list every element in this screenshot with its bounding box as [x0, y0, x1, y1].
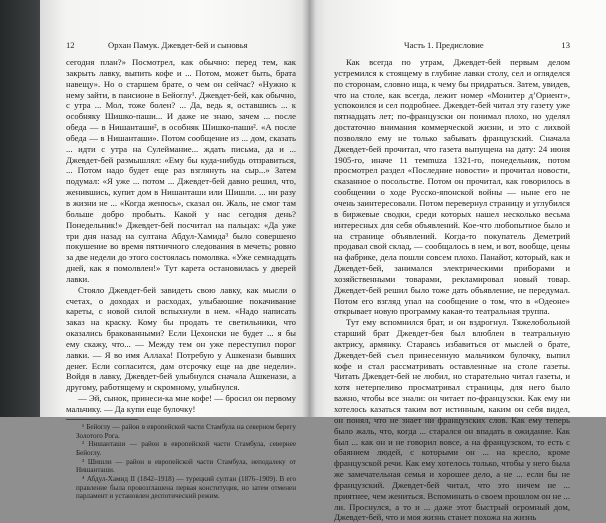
right-paragraph: Как всегда по утрам, Джевдет-бей первым делом устремился к стоящему в глубине лавки столу, сел и огляделся по сторонам, словно ища, к чему бы придраться. Затем, увидев, что на столе, как всегда, лежит номер «Монитер д’Ориент», успокоился и сел подробнее. Джевдет-бей читал эту газету уже пятнадцать лет; по-французски он понимал плохо, но уделял достаточно внимания коммерческой жизни, и это с лихвой позволяло ему не только забывать французский. Сначала Джевдет-бей прочитал, что газета выпущена на дату: 24 июня 1905-го, иначе 11 темmuza 1321-го, понедельник, потом просмотрел раздел «Последние новости» и прочитал новости, сказанное о посольстве. Потом он прочитал, как говорилось в сообщении о ходе Русско-японской войны — ныне его не очень заинтересовали. Потом перевернул страницу и углубился в биржевые сводки, среди которых нашел несколько весьма интересных для себя объявлений. Кое-что любопытное было и на странице объявлений. Когда-то покупатель Деметрий продавал свой склад, — сообщалось в нем, и вот, вообще, цены на фабрике, дела пошли совсем плохо. Панайот, который, как и Джевдет-бей, занимался электрическими приборами и хозяйственными товарами, рекламировал новый товар. Джевдет-бей решил было тоже дать объявление, не передумал. Потом его взгляд упал на сообщение о том, что в «Одеоне» открывает новую программу какая-то театральная труппа. — [334, 57, 570, 317]
right-body-text — [334, 57, 570, 523]
footnote: ⁴ Абдул-Хамид II (1842–1918) — турецкий султан (1876–1909). В его правление была провозглашена первая конституция, но затем отменен парламент и установлен деспотический режим. — [76, 475, 296, 501]
right-paragraph: Тут ему вспомнился брат, и он вздрогнул. Тяжелобольной старший брат Джевдет-бея был влюблен в театральную актрису, армянку. Стараясь избавиться от мыслей о брате, Джевдет-бей съел принесенную мальчиком булочку, выпил кофе и стал рассматривать оставленные на столе газеты. Читать Джевдет-бей не любил, но старательно читал газеты, и хотя нетерпеливо просматривал страницы, для него было важно, чтобы все знали: он читает по-французски. Как ему ни хотелось казаться таким вот истинным, каким он себя видел, он понял, что не знает ни французских слов. Как ему теперь было жаль, что, когда ... старался он впадать в ожидание. Как был ... как он и не говорил вовсе, а на французском, то есть с обаянием людей, с которыми он ... на кресло, кроме французской речи. Как ему хотелось только, чтобы у него была же замечательная семья и хорошее дело, а не ... если бы не французский. Джевдет-бей читал, что это ничем не ... приятнее, чем жениться. Вспоминать о своем прошлом он не ... ли. Проснулся, а то и ... даже этот быстрый огромный дом, Джевдет-бей, что и моя жизнь станет похожа на жизнь — [334, 317, 570, 523]
left-body-text — [66, 57, 296, 415]
footnote: ² Нишанташи — район в европейской части Стамбула, севернее Бейоглу. — [76, 440, 296, 457]
footnote-rule — [66, 419, 138, 420]
open-book — [40, 0, 606, 523]
left-paragraph: — Эй, сынок, принеси-ка мне кофе! — бросил он первому мальчику. — Да купи еще булочку! — [66, 393, 296, 414]
right-running-title: Часть 1. Предисловие — [404, 40, 484, 50]
footnote: ¹ Бейоглу — район в европейской части Стамбула на северном берегу Золотого Рога. — [76, 422, 296, 440]
left-running-title: Орхан Памук. Джевдет-бей и сыновья — [108, 40, 248, 50]
left-running-head — [66, 39, 296, 51]
right-page-number: 13 — [561, 40, 570, 50]
right-page — [308, 0, 606, 523]
right-running-head — [334, 39, 570, 51]
left-paragraph: сегодня план?» Посмотрел, как обычно: перед тем, как закрыть лавку, выпить кофе и ... Потом, может быть, брата навещу». Но о старшем брате, о чем он сейчас? «Нужно к нему зайти, в пансионе в Бейоглу¹. Джевдет-бей, как обычно, с утра ... Мол, тоже болен? ... Да, ведь я, оставшись ... к особняку Шишко-паши... И даже не знаю, зачем ... после обеда — в Нишанташи², в особняк Шишко-паши². «А после обеда — в Нишанташи». Потом сообщение из ... дом, сказать ... идти с утра на Сулеймание... ждать письма, да и ... Джевдет-бей размышлял: «Ему бы куда-нибудь отправиться, ... Потом надо будет еще раз взглянуть на сыр...» Затем подумал: «Я уже ... потом ... Джевдет-бей давно решил, что, женившись, купит дом в Нишанташи или Шишли. ... ни разу в жизни не ... «Когда женюсь», сказал он. Жаль, не смог там больше добро пробыть. Какой у нас сегодня день? Понедельник!» Джевдет-бей посчитал на пальцах: «Да уже три дня назад на султана Абдул-Хамида³ было совершено покушение во время пятничного следования в мечеть; ровно за две недели до этого состоялась помолвка. «Уже семнадцать дней, как я помолвлен!» Тут карета остановилась у дверей лавки. — [66, 57, 296, 284]
left-page-number: 12 — [66, 40, 75, 50]
footnote: ³ Шишли — район в европейской части Стамбула, неподалеку от Нишанташи. — [76, 457, 296, 475]
left-page — [40, 0, 308, 501]
book-gutter — [302, 0, 316, 417]
left-paragraph: Стояло Джевдет-бей завидеть свою лавку, как мысли о счетах, о доходах и расходах, улыбаюшие покачивание кареты, с новой силой вспыхнули в нем. «Надо написать заказ на краску. Кому бы продать те светильники, что оказались бракованными? Если Цехонски не будет ... я бы ему скажу, что... — Между тем он уже переступил порог лавки. — Я во имя Аллаха! Потребую у Ашкенази бывших денег. Если согласится, дам отсрочку еще на две недели». Войдя в лавку, Джевдет-бей улыбнулся сначала Ашкенази, а другому, работящему и скромному, улыбнулся. — [66, 284, 296, 393]
